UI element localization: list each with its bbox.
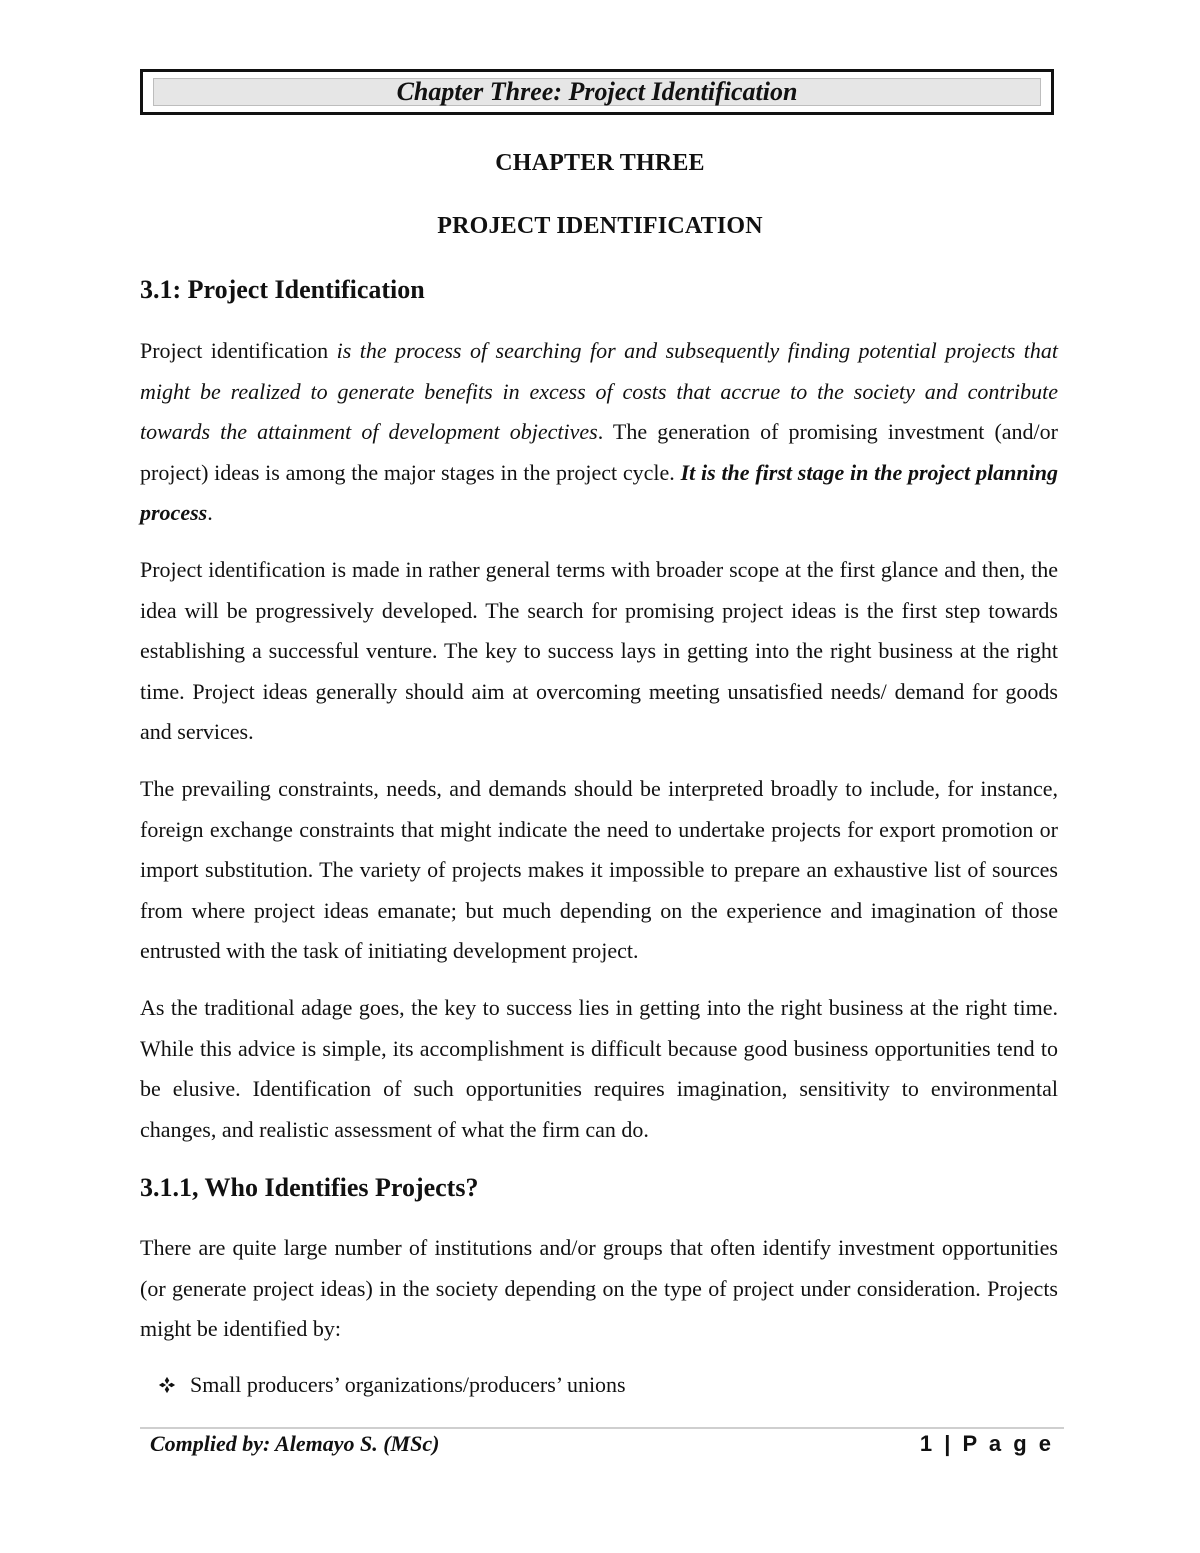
footer-rule (140, 1427, 1064, 1429)
list-item-text: Small producers’ organizations/producers’ unions (190, 1372, 626, 1397)
definition-body-text: . The generation of promising investment (and/or project) ideas is among the major stages in the project cycle. (140, 419, 1058, 485)
footer-compiler: Complied by: Alemayo S. (MSc) (150, 1431, 440, 1456)
definition-end-text: . (207, 500, 213, 525)
four-diamond-bullet-icon (158, 1376, 176, 1394)
paragraph-definition (140, 331, 1058, 534)
section-heading-3-1-1: 3.1.1, Who Identifies Projects? (140, 1173, 479, 1202)
definition-italic-text: is the process of searching for and subsequently finding potential projects that might be realized to generate benefits in excess of costs that accrue to the society and contribute towards the attainment of development objectives (140, 338, 1059, 444)
running-header-title: Chapter Three: Project Identification (396, 77, 798, 106)
paragraph-constraints: The prevailing constraints, needs, and demands should be interpreted broadly to include, for instance, foreign exchange constraints that might indicate the need to undertake projects for export promotion or import substitution. The variety of projects makes it impossible to prepare an exhaustive list of sources from where project ideas emanate; but much depending on the experience and imagination of those entrusted with the task of initiating development project. (140, 776, 1058, 963)
chapter-label: CHAPTER THREE (495, 150, 705, 176)
running-header-box (140, 69, 1054, 115)
section-heading-3-1: 3.1: Project Identification (140, 275, 425, 304)
paragraph-general-terms: Project identification is made in rather general terms with broader scope at the first glance and then, the idea will be progressively developed. The search for promising project ideas is the first step towards establishing a successful venture. The key to success lays in getting into the right business at the right time. Project ideas generally should aim at overcoming meeting unsatisfied needs/ demand for goods and services. (140, 557, 1058, 744)
chapter-title: PROJECT IDENTIFICATION (437, 213, 763, 239)
running-header-shading (153, 78, 1041, 106)
paragraph-who-identifies: There are quite large number of institutions and/or groups that often identify investment opportunities (or generate project ideas) in the society depending on the type of project under consideration. Projects might be identified by: (140, 1235, 1058, 1341)
definition-lead-text: Project identification (140, 338, 337, 363)
footer-page-number: 1 | P a g e (919, 1431, 1054, 1456)
list-item (158, 1372, 626, 1398)
paragraph-adage: As the traditional adage goes, the key to success lies in getting into the right business at the right time. While this advice is simple, its accomplishment is difficult because good business opportunities tend to be elusive. Identification of such opportunities requires imagination, sensitivity to environmental changes, and realistic assessment of what the firm can do. (140, 995, 1058, 1142)
definition-emphasis-text: It is the first stage in the project planning process (140, 459, 1058, 525)
